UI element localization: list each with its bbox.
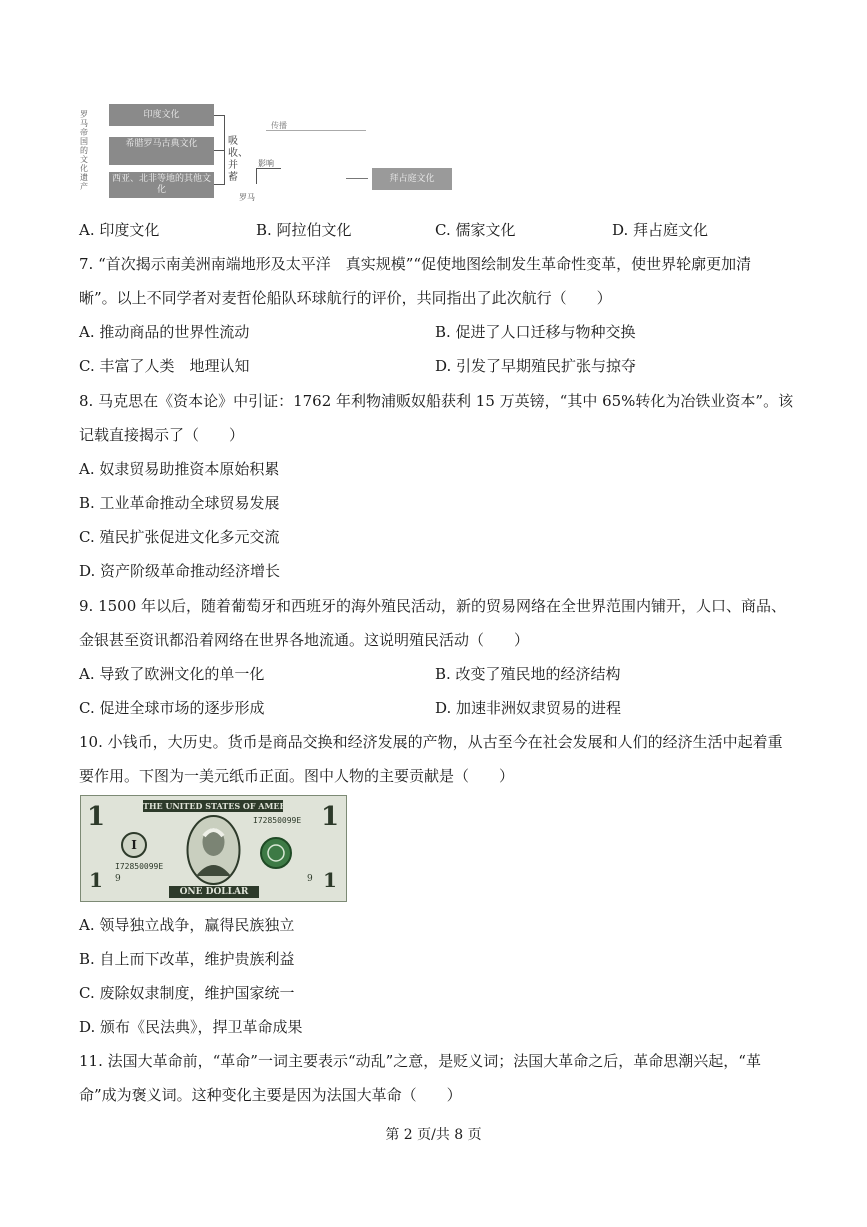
diagram-branch	[256, 168, 257, 184]
diagram-box-india: 印度文化	[109, 104, 214, 126]
diagram-connector	[214, 115, 224, 116]
q9-option-c[interactable]: C. 促进全球市场的逐步形成	[79, 699, 265, 717]
q7-option-d[interactable]: D. 引发了早期殖民扩张与掠夺	[435, 357, 637, 375]
q9-option-a[interactable]: A. 导致了欧洲文化的单一化	[79, 665, 265, 683]
page-footer: 第 2 页/共 8 页	[385, 1127, 482, 1143]
q6-option-c[interactable]: C. 儒家文化	[435, 221, 516, 239]
q10-stem-line2: 要作用。下图为一美元纸币正面。图中人物的主要贡献是（ ）	[79, 767, 515, 785]
q8-stem-line2: 记载直接揭示了（ ）	[79, 426, 245, 444]
diagram-vertical-text: 罗马帝国的文化遗产	[80, 110, 88, 191]
q8-option-a[interactable]: A. 奴隶贸易助推资本原始积累	[79, 460, 280, 478]
q6-option-a[interactable]: A. 印度文化	[79, 221, 160, 239]
q6-option-b[interactable]: B. 阿拉伯文化	[256, 221, 352, 239]
portrait-icon	[186, 814, 241, 886]
diagram-box-byzantine: 拜占庭文化	[372, 168, 452, 190]
q10-option-c[interactable]: C. 废除奴隶制度，维护国家统一	[79, 984, 295, 1002]
culture-diagram	[76, 100, 456, 200]
diagram-top-label: 传播	[271, 121, 287, 130]
bill-serial-left: I72850099E	[115, 862, 164, 871]
q7-stem-line1: 7. “首次揭示南美洲南端地形及太平洋 真实规模”“促使地图绘制发生革命性变革，使世界轮廓更加清	[79, 255, 752, 273]
q7-option-c[interactable]: C. 丰富了人类 地理认知	[79, 357, 250, 375]
diagram-branch	[256, 168, 281, 169]
treasury-seal-icon	[259, 836, 293, 870]
bill-plate-number: 9	[115, 874, 121, 884]
q9-stem-line2: 金银甚至资讯都沿着网络在世界各地流通。这说明殖民活动（ ）	[79, 631, 530, 649]
q10-option-a[interactable]: A. 领导独立战争，赢得民族独立	[79, 916, 295, 934]
q10-option-b[interactable]: B. 自上而下改革，维护贵族利益	[79, 950, 295, 968]
q7-option-a[interactable]: A. 推动商品的世界性流动	[79, 323, 250, 341]
bill-denomination-left: 1	[87, 802, 106, 832]
q8-option-d[interactable]: D. 资产阶级革命推动经济增长	[79, 562, 281, 580]
bill-denomination-bottom-left: 1	[89, 868, 103, 892]
bill-bottom-text: ONE DOLLAR	[169, 886, 259, 898]
q8-option-b[interactable]: B. 工业革命推动全球贸易发展	[79, 494, 280, 512]
diagram-connector	[214, 184, 224, 185]
diagram-middle-label: 吸收、并蓄	[228, 136, 248, 183]
diagram-box-west-asia: 西亚、北非等地的其他文化	[109, 172, 214, 198]
q11-stem-line2: 命”成为褒义词。这种变化主要是因为法国大革命（ ）	[79, 1086, 462, 1104]
q8-stem-line1: 8. 马克思在《资本论》中引证：1762 年利物浦贩奴船获利 15 万英镑，“其中 65%转化为冶铁业资本”。该	[79, 392, 794, 410]
bill-serial-right: I72850099E	[253, 816, 302, 825]
q8-option-c[interactable]: C. 殖民扩张促进文化多元交流	[79, 528, 280, 546]
q9-stem-line1: 9. 1500 年以后，随着葡萄牙和西班牙的海外殖民活动，新的贸易网络在全世界范围内铺开，人口、商品、	[79, 597, 787, 615]
diagram-arrow	[346, 178, 368, 179]
diagram-arrow-top	[266, 130, 366, 131]
q9-option-d[interactable]: D. 加速非洲奴隶贸易的进程	[435, 699, 622, 717]
bill-denomination-right: 1	[321, 802, 340, 832]
diagram-bracket	[224, 115, 225, 185]
bill-plate-number-right: 9	[307, 874, 313, 884]
diagram-connector	[214, 150, 224, 151]
q6-option-d[interactable]: D. 拜占庭文化	[612, 221, 709, 239]
bill-seal-letter: I	[121, 832, 147, 858]
q7-stem-line2: 晰”。以上不同学者对麦哲伦船队环球航行的评价，共同指出了此次航行（ ）	[79, 289, 612, 307]
bill-denomination-bottom-right: 1	[323, 868, 337, 892]
q10-option-d[interactable]: D. 颁布《民法典》，捍卫革命成果	[79, 1018, 303, 1036]
diagram-side-label: 罗马	[239, 193, 255, 202]
dollar-bill-image	[80, 795, 347, 902]
diagram-bottom-label: 影响	[258, 159, 274, 168]
diagram-box-greco-roman: 希腊罗马古典文化	[109, 137, 214, 165]
bill-header: THE UNITED STATES OF AMERICA	[143, 801, 303, 811]
q10-stem-line1: 10. 小钱币，大历史。货币是商品交换和经济发展的产物，从古至今在社会发展和人们的经济生活中起着重	[79, 733, 783, 751]
q9-option-b[interactable]: B. 改变了殖民地的经济结构	[435, 665, 621, 683]
q11-stem-line1: 11. 法国大革命前，“革命”一词主要表示“动乱”之意，是贬义词；法国大革命之后，革命思潮兴起，“革	[79, 1052, 761, 1070]
q7-option-b[interactable]: B. 促进了人口迁移与物种交换	[435, 323, 636, 341]
